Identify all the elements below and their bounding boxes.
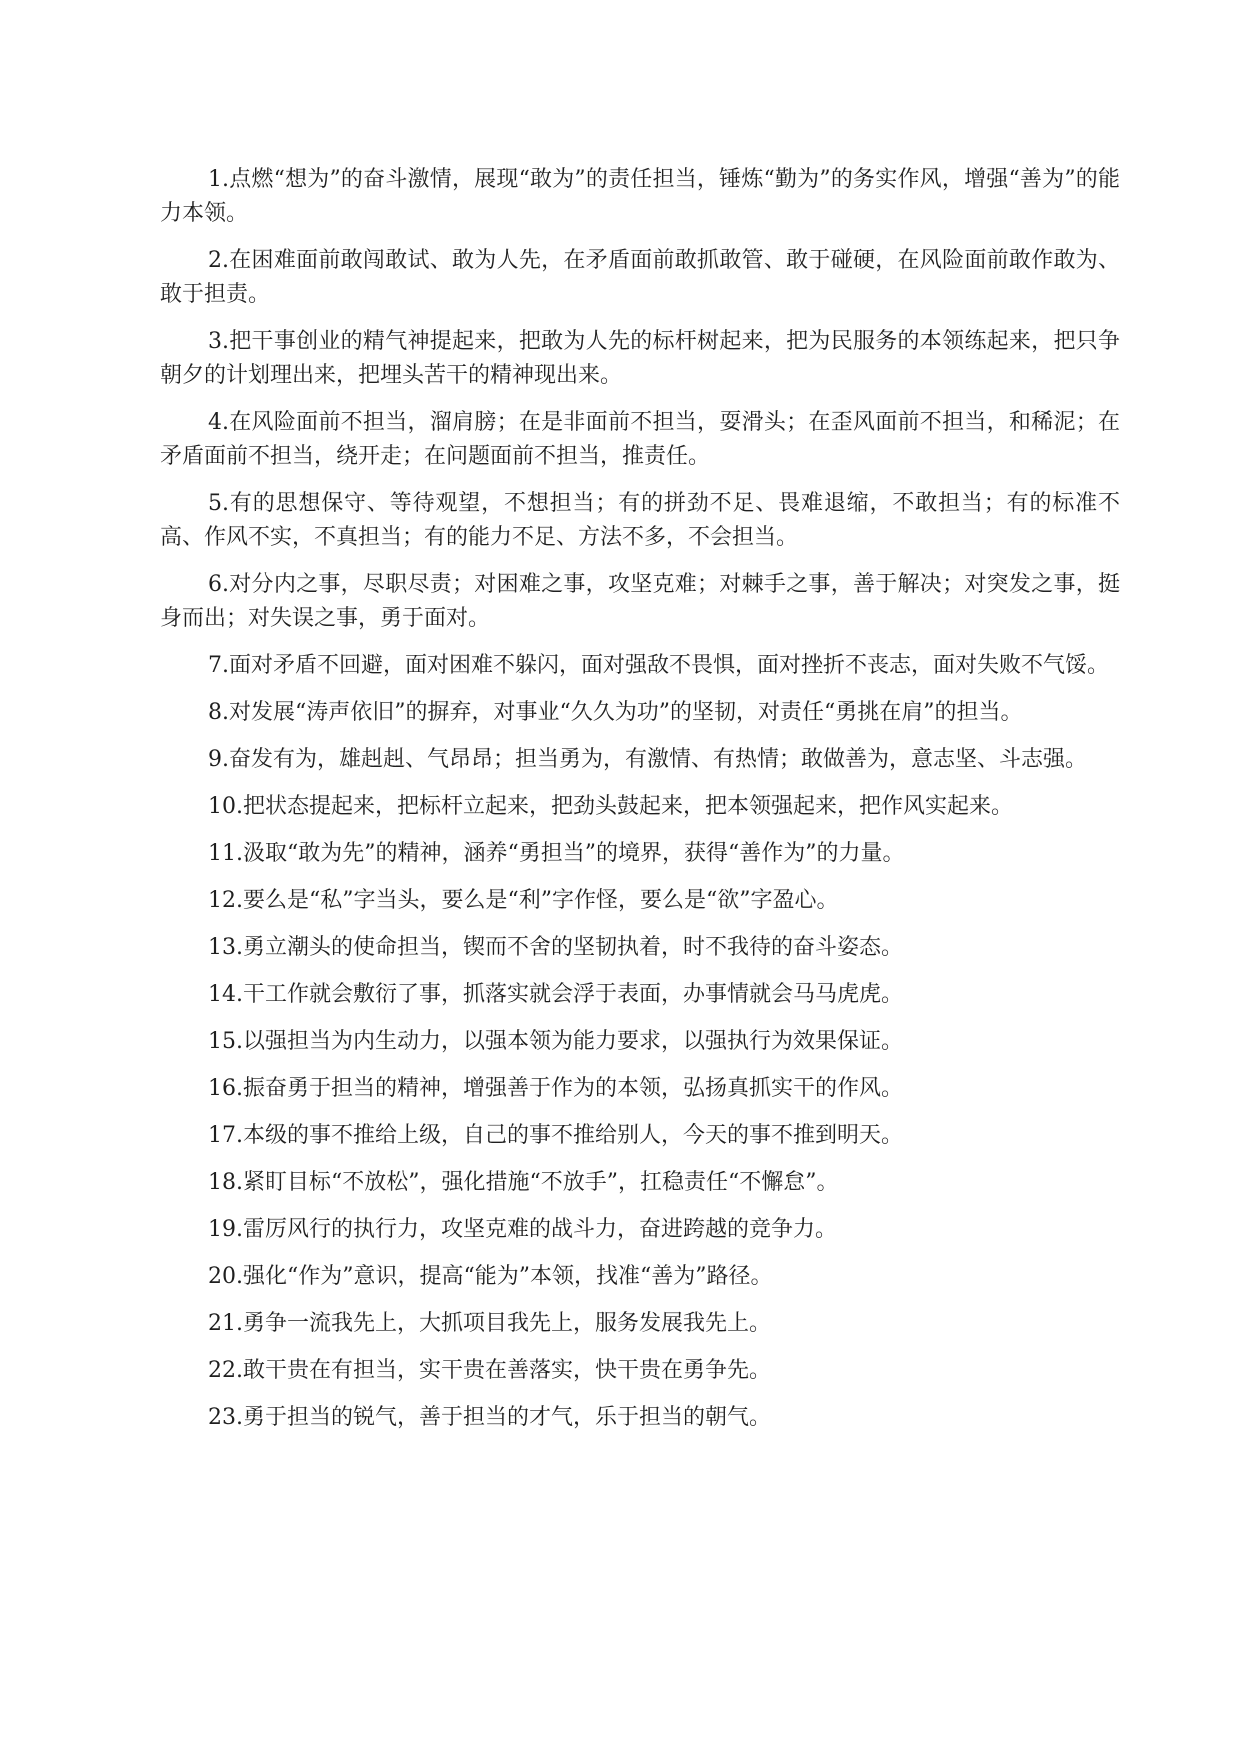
- item-number: 5.: [208, 491, 229, 516]
- item-number: 12.: [208, 888, 243, 913]
- item-text: 有的思想保守、等待观望，不想担当；有的拼劲不足、畏难退缩，不敢担当；有的标准不高、作风不实，不真担当；有的能力不足、方法不多，不会担当。: [160, 491, 1120, 550]
- item-number: 9.: [208, 747, 229, 772]
- list-item: [160, 1213, 1120, 1247]
- item-number: 14.: [208, 982, 243, 1007]
- item-number: 7.: [208, 653, 229, 678]
- item-text: 面对矛盾不回避，面对困难不躲闪，面对强敌不畏惧，面对挫折不丧志，面对失败不气馁。: [229, 653, 1110, 678]
- item-number: 18.: [208, 1170, 243, 1195]
- list-item: [160, 1401, 1120, 1435]
- item-text: 奋发有为，雄赳赳、气昂昂；担当勇为，有激情、有热情；敢做善为，意志坚、斗志强。: [229, 747, 1088, 772]
- item-text: 在困难面前敢闯敢试、敢为人先，在矛盾面前敢抓敢管、敢于碰硬，在风险面前敢作敢为、敢于担责。: [160, 248, 1120, 307]
- item-text: 汲取“敢为先”的精神，涵养“勇担当”的境界，获得“善作为”的力量。: [243, 841, 905, 866]
- item-text: 对分内之事，尽职尽责；对困难之事，攻坚克难；对棘手之事，善于解决；对突发之事，挺身而出；对失误之事，勇于面对。: [160, 572, 1120, 631]
- item-number: 20.: [208, 1264, 243, 1289]
- list-item: [160, 406, 1120, 474]
- list-item: [160, 978, 1120, 1012]
- item-number: 8.: [208, 700, 229, 725]
- item-text: 敢干贵在有担当，实干贵在善落实，快干贵在勇争先。: [243, 1358, 772, 1383]
- item-number: 4.: [208, 410, 229, 435]
- list-item: [160, 1354, 1120, 1388]
- item-number: 13.: [208, 935, 243, 960]
- item-text: 振奋勇于担当的精神，增强善于作为的本领，弘扬真抓实干的作风。: [243, 1076, 904, 1101]
- list-item: [160, 884, 1120, 918]
- list-item: [160, 1025, 1120, 1059]
- list-item: [160, 1072, 1120, 1106]
- item-text: 点燃“想为”的奋斗激情，展现“敢为”的责任担当，锤炼“勤为”的务实作风，增强“善为”的能力本领。: [160, 167, 1120, 226]
- list-item: [160, 649, 1120, 683]
- item-number: 21.: [208, 1311, 243, 1336]
- list-item: [160, 487, 1120, 555]
- item-number: 1.: [208, 167, 229, 192]
- list-item: [160, 1166, 1120, 1200]
- list-item: [160, 790, 1120, 824]
- document-page: [160, 163, 1120, 1448]
- item-number: 3.: [208, 329, 229, 354]
- item-number: 15.: [208, 1029, 243, 1054]
- item-number: 10.: [208, 794, 243, 819]
- item-number: 16.: [208, 1076, 243, 1101]
- list-item: [160, 931, 1120, 965]
- item-text: 把干事创业的精气神提起来，把敢为人先的标杆树起来，把为民服务的本领练起来，把只争朝夕的计划理出来，把埋头苦干的精神现出来。: [160, 329, 1120, 388]
- list-item: [160, 837, 1120, 871]
- item-text: 强化“作为”意识，提高“能为”本领，找准“善为”路径。: [243, 1264, 773, 1289]
- list-item: [160, 163, 1120, 231]
- item-number: 11.: [208, 841, 243, 866]
- item-text: 把状态提起来，把标杆立起来，把劲头鼓起来，把本领强起来，把作风实起来。: [243, 794, 1014, 819]
- item-number: 2.: [208, 248, 229, 273]
- item-text: 勇于担当的锐气，善于担当的才气，乐于担当的朝气。: [243, 1405, 772, 1430]
- item-number: 22.: [208, 1358, 243, 1383]
- item-number: 6.: [208, 572, 229, 597]
- item-text: 雷厉风行的执行力，攻坚克难的战斗力，奋进跨越的竞争力。: [243, 1217, 838, 1242]
- item-text: 以强担当为内生动力，以强本领为能力要求，以强执行为效果保证。: [243, 1029, 904, 1054]
- list-item: [160, 1260, 1120, 1294]
- list-item: [160, 1307, 1120, 1341]
- list-item: [160, 696, 1120, 730]
- item-number: 23.: [208, 1405, 243, 1430]
- item-text: 紧盯目标“不放松”，强化措施“不放手”，扛稳责任“不懈怠”。: [243, 1170, 839, 1195]
- item-number: 17.: [208, 1123, 243, 1148]
- item-number: 19.: [208, 1217, 243, 1242]
- item-text: 勇争一流我先上，大抓项目我先上，服务发展我先上。: [243, 1311, 772, 1336]
- item-text: 本级的事不推给上级，自己的事不推给别人，今天的事不推到明天。: [243, 1123, 904, 1148]
- item-text: 对发展“涛声依旧”的摒弃，对事业“久久为功”的坚韧，对责任“勇挑在肩”的担当。: [229, 700, 1023, 725]
- list-item: [160, 568, 1120, 636]
- list-item: [160, 1119, 1120, 1153]
- item-text: 勇立潮头的使命担当，锲而不舍的坚韧执着，时不我待的奋斗姿态。: [243, 935, 904, 960]
- list-item: [160, 244, 1120, 312]
- item-text: 干工作就会敷衍了事，抓落实就会浮于表面，办事情就会马马虎虎。: [243, 982, 904, 1007]
- item-text: 在风险面前不担当，溜肩膀；在是非面前不担当，耍滑头；在歪风面前不担当，和稀泥；在矛盾面前不担当，绕开走；在问题面前不担当，推责任。: [160, 410, 1120, 469]
- item-text: 要么是“私”字当头，要么是“利”字作怪，要么是“欲”字盈心。: [243, 888, 839, 913]
- list-item: [160, 743, 1120, 777]
- list-item: [160, 325, 1120, 393]
